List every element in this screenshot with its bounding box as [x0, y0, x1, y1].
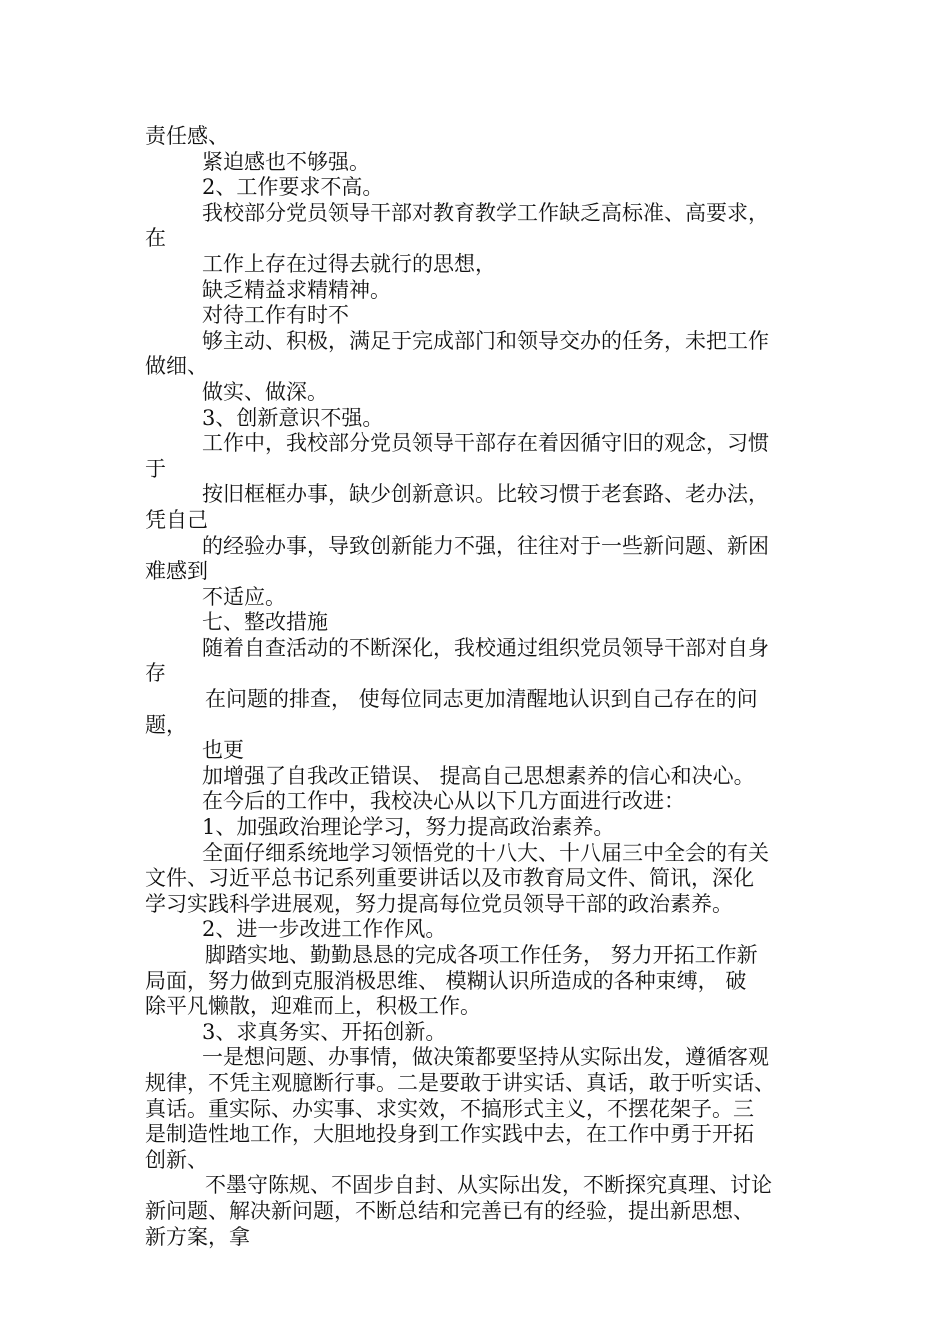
text-line: 对待工作有时不 — [202, 303, 349, 328]
text-line: 真话。重实际、办实事、求实效，不搞形式主义，不摆花架子。三 — [145, 1096, 754, 1121]
text-line: 1、加强政治理论学习，努力提高政治素养。 — [202, 815, 615, 840]
text-line: 也更 — [202, 738, 244, 763]
text-line: 题， — [145, 712, 187, 737]
text-line: 难感到 — [145, 559, 208, 584]
text-line: 3、求真务实、开拓创新。 — [202, 1019, 447, 1044]
text-line: 存 — [145, 661, 166, 686]
text-line: 做细、 — [145, 354, 208, 379]
text-line: 随着自查活动的不断深化，我校通过组织党员领导干部对自身 — [202, 635, 769, 660]
text-line: 缺乏精益求精精神。 — [202, 277, 391, 302]
text-line: 按旧框框办事，缺少创新意识。比较习惯于老套路、老办法， — [202, 482, 769, 507]
text-line: 创新、 — [145, 1147, 208, 1172]
text-line: 一是想问题、办事情，做决策都要坚持从实际出发，遵循客观 — [202, 1045, 769, 1070]
text-line: 文件、习近平总书记系列重要讲话以及市教育局文件、简讯，深化 — [145, 866, 754, 891]
text-line: 工作中，我校部分党员领导干部存在着因循守旧的观念，习惯 — [202, 431, 769, 456]
text-line: 2、工作要求不高。 — [202, 175, 384, 200]
text-line: 七、整改措施 — [202, 610, 328, 635]
text-line: 在 — [145, 226, 166, 251]
text-line: 加增强了自我改正错误、 提高自己思想素养的信心和决心。 — [202, 763, 755, 788]
text-line: 不墨守陈规、不固步自封、从实际出发，不断探究真理、讨论 — [205, 1173, 772, 1198]
document-page — [145, 124, 815, 1250]
text-line: 局面，努力做到克服消极思维、 模糊认识所造成的各种束缚， 破 — [145, 968, 747, 993]
text-line: 的经验办事，导致创新能力不强，往往对于一些新问题、新困 — [202, 533, 769, 558]
text-line: 除平凡懒散，迎难而上，积极工作。 — [145, 994, 481, 1019]
text-line: 学习实践科学进展观，努力提高每位党员领导干部的政治素养。 — [145, 891, 733, 916]
text-line: 紧迫感也不够强。 — [202, 149, 370, 174]
text-line: 凭自己 — [145, 507, 208, 532]
text-line: 于 — [145, 456, 166, 481]
text-line: 规律，不凭主观臆断行事。二是要敢于讲实话、真话，敢于听实话、 — [145, 1070, 775, 1095]
text-line: 全面仔细系统地学习领悟党的十八大、十八届三中全会的有关 — [202, 840, 769, 865]
text-line: 3、创新意识不强。 — [202, 405, 384, 430]
text-line: 做实、做深。 — [202, 379, 328, 404]
text-line: 不适应。 — [202, 584, 286, 609]
text-line: 2、进一步改进工作作风。 — [202, 917, 447, 942]
text-line: 够主动、积极，满足于完成部门和领导交办的任务，未把工作 — [202, 328, 769, 353]
text-line: 我校部分党员领导干部对教育教学工作缺乏高标准、高要求， — [202, 200, 769, 225]
text-line: 是制造性地工作，大胆地投身到工作实践中去，在工作中勇于开拓 — [145, 1122, 754, 1147]
text-line: 新问题、解决新问题，不断总结和完善已有的经验，提出新思想、 — [145, 1198, 754, 1223]
text-line: 责任感、 — [145, 124, 229, 148]
text-line: 脚踏实地、勤勤恳恳的完成各项工作任务， 努力开拓工作新 — [205, 943, 758, 967]
text-line: 在问题的排查， 使每位同志更加清醒地认识到自己存在的问 — [205, 687, 758, 712]
text-line: 在今后的工作中，我校决心从以下几方面进行改进： — [202, 789, 685, 814]
text-line: 工作上存在过得去就行的思想， — [202, 251, 496, 276]
text-line: 新方案，拿 — [145, 1224, 250, 1249]
